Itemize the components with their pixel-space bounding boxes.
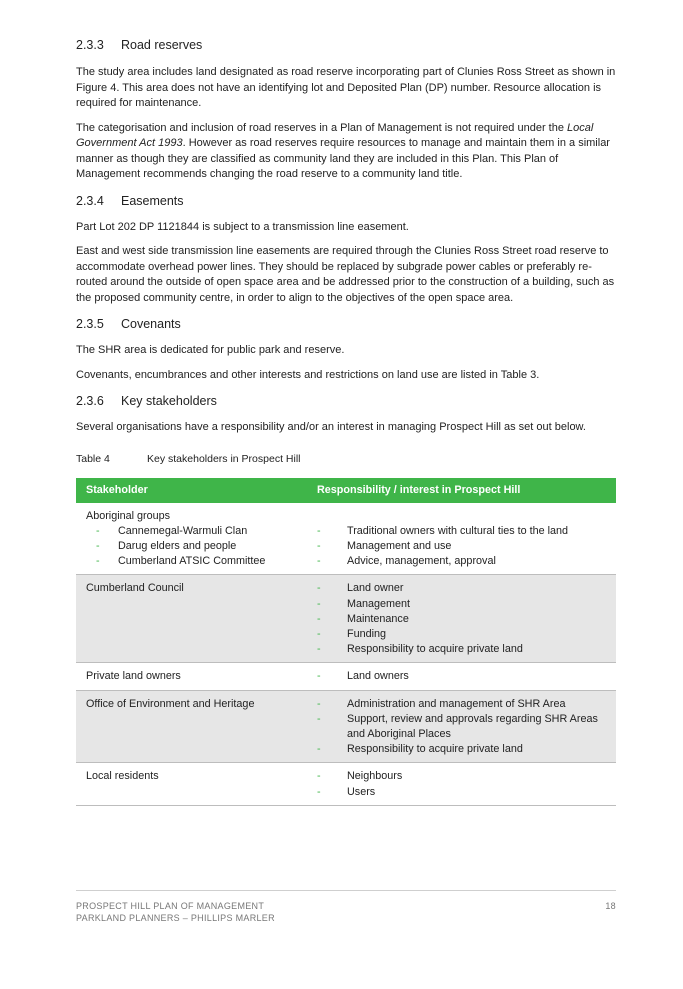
column-header-responsibility: Responsibility / interest in Prospect Hill — [307, 478, 616, 503]
dash-bullet: - — [317, 555, 321, 568]
text-run: The categorisation and inclusion of road reserves in a Plan of Management is not required under the — [76, 121, 568, 134]
section-title: Covenants — [121, 317, 181, 331]
list-item-text: Funding — [347, 627, 387, 640]
dash-bullet: - — [317, 539, 321, 552]
stakeholder-name: Local residents — [86, 770, 159, 783]
list-item — [317, 669, 608, 684]
dash-bullet: - — [317, 670, 321, 683]
dash-bullet: - — [317, 627, 321, 640]
stakeholders-table — [76, 478, 616, 806]
list-item — [317, 697, 608, 712]
table-caption-label: Table 4 — [76, 452, 110, 465]
list-item — [317, 524, 608, 539]
responsibility-list — [317, 769, 608, 799]
dash-bullet: - — [317, 612, 321, 625]
list-item-text: Traditional owners with cultural ties to the land — [347, 524, 569, 537]
responsibility-list — [317, 669, 608, 684]
list-item-text: Users — [347, 785, 376, 798]
responsibility-list — [317, 581, 608, 657]
page-content — [76, 38, 621, 806]
dash-bullet: - — [317, 712, 321, 725]
section-title: Easements — [121, 193, 184, 208]
dash-bullet: - — [317, 597, 321, 610]
list-item-text: Responsibility to acquire private land — [347, 743, 523, 756]
list-item-text: Responsibility to acquire private land — [347, 643, 523, 656]
section-number: 2.3.3 — [76, 38, 104, 52]
list-item — [317, 769, 608, 784]
list-item-text: Land owner — [347, 582, 404, 595]
list-item — [86, 524, 299, 539]
responsibility-cell — [307, 763, 616, 805]
heading-key-stakeholders — [76, 394, 621, 408]
table-body — [76, 503, 616, 806]
table-row — [76, 663, 616, 690]
dash-bullet: - — [96, 524, 100, 537]
stakeholder-cell — [76, 663, 307, 690]
list-item — [317, 712, 608, 742]
list-item — [317, 581, 608, 596]
list-item — [317, 742, 608, 757]
heading-easements — [76, 194, 621, 208]
stakeholder-name: Private land owners — [86, 670, 181, 683]
stakeholder-name: Aboriginal groups — [86, 509, 171, 522]
column-header-stakeholder: Stakeholder — [76, 478, 307, 503]
paragraph: East and west side transmission line easements are required through the Clunies Ross Street road reserve to accommodate overhead power lines. They should be replaced by subgrade power cables or preferably re-routed around the outside of open space area and be addressed prior to the construction of a building, such as the proposed community centre, in order to align to the objectives of the open space area. — [76, 245, 615, 304]
list-item — [317, 612, 608, 627]
heading-road-reserves — [76, 38, 621, 52]
list-item-text: Land owners — [347, 670, 409, 683]
footer-authors: PARKLAND PLANNERS – PHILLIPS MARLER — [76, 913, 275, 923]
section-number: 2.3.6 — [76, 394, 104, 408]
list-item — [86, 539, 299, 554]
page-number: 18 — [605, 901, 616, 911]
paragraph: The SHR area is dedicated for public park and reserve. — [76, 344, 345, 356]
responsibility-cell — [307, 575, 616, 663]
dash-bullet: - — [317, 770, 321, 783]
italic-act-name: Local Government Act 1993 — [76, 121, 594, 149]
responsibility-cell — [307, 690, 616, 763]
dash-bullet: - — [317, 524, 321, 537]
dash-bullet: - — [96, 555, 100, 568]
responsibility-list — [317, 524, 608, 570]
paragraph: Several organisations have a responsibility and/or an interest in managing Prospect Hill as set out below. — [76, 421, 586, 433]
section-title: Key stakeholders — [121, 394, 217, 408]
stakeholder-cell — [76, 690, 307, 763]
stakeholder-name: Office of Environment and Heritage — [86, 697, 255, 710]
list-item — [317, 627, 608, 642]
section-number: 2.3.5 — [76, 317, 104, 331]
dash-bullet: - — [317, 643, 321, 656]
responsibility-list — [317, 697, 608, 758]
list-item-text: Cannemegal-Warmuli Clan — [118, 524, 248, 537]
list-item — [317, 554, 608, 569]
page-footer — [76, 890, 616, 924]
paragraph: Covenants, encumbrances and other interests and restrictions on land use are listed in Table 3. — [76, 368, 540, 381]
list-item-text: Management — [347, 597, 411, 610]
table-header-row — [76, 478, 616, 503]
section-number: 2.3.4 — [76, 193, 104, 208]
list-item-text: Support, review and approvals regarding SHR Areas and Aboriginal Places — [347, 712, 598, 740]
list-item — [317, 785, 608, 800]
table-row — [76, 503, 616, 575]
responsibility-cell — [307, 503, 616, 575]
paragraph: The study area includes land designated as road reserve incorporating part of Clunies Ross Street as shown in Figure 4. This area does not have an identifying lot and Deposited Plan (DP) number. Resource allocation is required for maintenance. — [76, 66, 616, 109]
list-item-text: Management and use — [347, 539, 452, 552]
text-run: . However as road reserves require resources to manage and maintain them in a similar manner as though they are classified as community land they are included in this Plan. This Plan of Management recommends changing the road reserve to a community land title. — [76, 137, 610, 180]
table-row — [76, 575, 616, 663]
stakeholder-cell — [76, 763, 307, 805]
stakeholder-cell — [76, 575, 307, 663]
section-title: Road reserves — [121, 38, 203, 52]
paragraph — [76, 121, 621, 183]
list-item-text: Administration and management of SHR Area — [347, 697, 566, 710]
list-item — [86, 554, 299, 569]
dash-bullet: - — [317, 697, 321, 710]
dash-bullet: - — [96, 539, 100, 552]
dash-bullet: - — [317, 743, 321, 756]
responsibility-cell — [307, 663, 616, 690]
stakeholder-sublist — [86, 524, 299, 570]
table-row — [76, 763, 616, 805]
table-caption-title: Key stakeholders in Prospect Hill — [147, 452, 301, 465]
dash-bullet: - — [317, 582, 321, 595]
heading-covenants — [76, 317, 621, 331]
table-caption — [76, 453, 621, 465]
stakeholder-cell — [76, 503, 307, 575]
list-item-text: Neighbours — [347, 770, 403, 783]
list-item — [317, 597, 608, 612]
paragraph: Part Lot 202 DP 1121844 is subject to a transmission line easement. — [76, 220, 409, 233]
stakeholder-name: Cumberland Council — [86, 582, 184, 595]
dash-bullet: - — [317, 785, 321, 798]
list-item — [317, 642, 608, 657]
list-item-text: Maintenance — [347, 612, 409, 625]
list-item-text: Darug elders and people — [118, 539, 237, 552]
list-item — [317, 539, 608, 554]
table-row — [76, 690, 616, 763]
list-item-text: Advice, management, approval — [347, 555, 496, 568]
list-item-text: Cumberland ATSIC Committee — [118, 555, 266, 568]
footer-document-title: PROSPECT HILL PLAN OF MANAGEMENT — [76, 901, 265, 911]
